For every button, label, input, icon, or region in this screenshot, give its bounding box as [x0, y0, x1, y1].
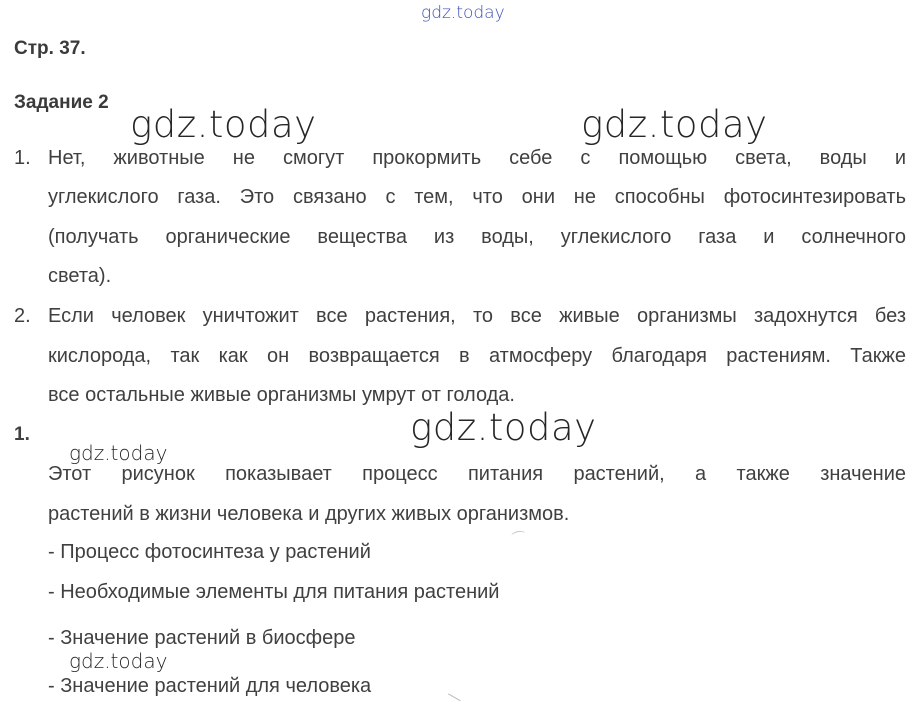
watermark-large: gdz.today: [130, 103, 317, 146]
watermark-small: gdz.today: [69, 441, 168, 465]
scan-mark: —: [444, 685, 466, 707]
answer-line: Нет, животные не смогут прокормить себе с помощью света, воды и: [48, 147, 906, 169]
answer-number: 1.: [14, 147, 31, 169]
list-item: - Необходимые элементы для питания растений: [48, 581, 500, 603]
watermark-small: gdz.today: [69, 649, 168, 673]
answer-line: (получать органические вещества из воды, углекислого газа и солнечного: [48, 226, 906, 248]
watermark-large: gdz.today: [581, 103, 768, 146]
list-item: - Значение растений в биосфере: [48, 627, 356, 649]
task-title: Задание 2: [14, 92, 109, 113]
scan-mark: ⌒: [510, 528, 528, 548]
watermark-top: gdz.today: [421, 3, 505, 23]
page-reference: Стр. 37.: [14, 38, 86, 59]
answer-line: Если человек уничтожит все растения, то все живые организмы задохнутся без: [48, 305, 906, 327]
section-line: растений в жизни человека и других живых организмов.: [48, 503, 570, 525]
list-item: - Процесс фотосинтеза у растений: [48, 541, 371, 563]
answer-line: все остальные живые организмы умрут от голода.: [48, 384, 515, 406]
answer-line: углекислого газа. Это связано с тем, что они не способны фотосинтезировать: [48, 186, 906, 208]
watermark-large: gdz.today: [410, 406, 597, 449]
list-item: - Значение растений для человека: [48, 675, 372, 697]
section-number: 1.: [14, 424, 30, 445]
section-line: Этот рисунок показывает процесс питания растений, а также значение: [48, 463, 906, 485]
answer-line: света).: [48, 265, 112, 287]
answer-number: 2.: [14, 305, 31, 327]
answer-line: кислорода, так как он возвращается в атмосферу благодаря растениям. Также: [48, 345, 906, 367]
